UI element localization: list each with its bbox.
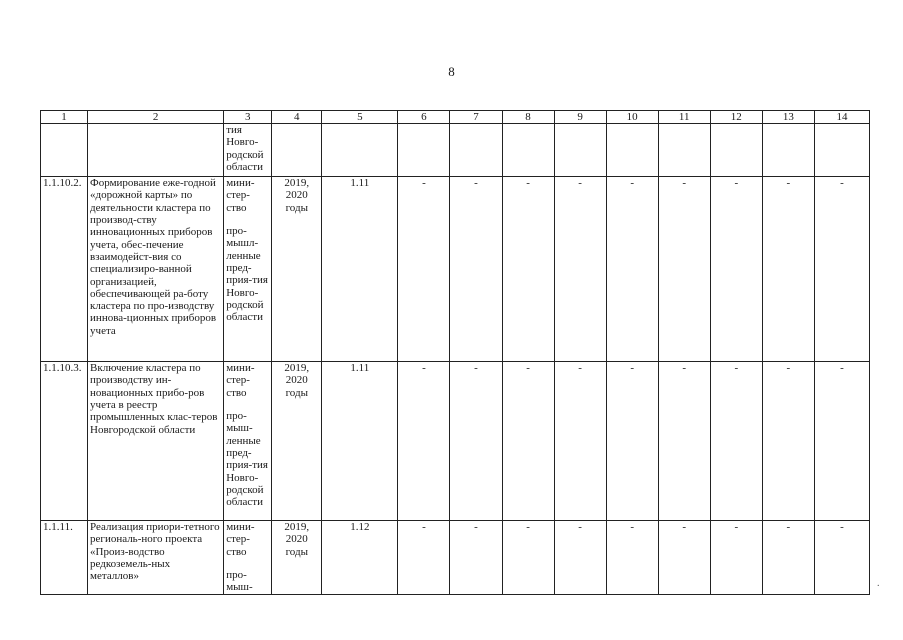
executor-secondary: про-мыш- [226, 568, 253, 594]
activity-number: 1.1.10.2. [41, 177, 88, 362]
years-cell: 2019, 2020 годы [272, 177, 322, 362]
column-header: 1 [41, 111, 88, 124]
executor-line: родской [226, 148, 264, 161]
cell-empty [322, 124, 398, 177]
value-cell: - [814, 521, 869, 595]
page-number: 8 [448, 64, 455, 79]
indicator-cell: 1.11 [322, 177, 398, 362]
executor-cell [224, 521, 272, 595]
value-cell: - [554, 177, 606, 362]
value-cell: - [398, 521, 450, 595]
header-row [41, 111, 870, 124]
value-cell: - [554, 362, 606, 521]
column-header: 2 [88, 111, 224, 124]
value-cell: - [658, 177, 710, 362]
cell-empty [398, 124, 450, 177]
cell-empty [814, 124, 869, 177]
cell-empty [606, 124, 658, 177]
column-header: 5 [322, 111, 398, 124]
cell-empty [41, 124, 88, 177]
cell-empty [272, 124, 322, 177]
years-cell: 2019, 2020 годы [272, 362, 322, 521]
executor-continuation-cell [224, 124, 272, 177]
value-cell: - [762, 362, 814, 521]
value-cell: - [606, 177, 658, 362]
executor-line: тия [226, 124, 242, 136]
activity-plan-table [40, 110, 870, 595]
value-cell: - [606, 521, 658, 595]
executor-cell [224, 177, 272, 362]
column-header: 10 [606, 111, 658, 124]
executor-line: области [226, 160, 263, 173]
value-cell: - [710, 177, 762, 362]
column-header: 14 [814, 111, 869, 124]
executor-primary: мини-стер-ство [226, 177, 255, 214]
value-cell: - [710, 362, 762, 521]
indicator-cell: 1.12 [322, 521, 398, 595]
value-cell: - [658, 521, 710, 595]
column-header: 4 [272, 111, 322, 124]
executor-line: Новго- [226, 136, 259, 149]
years-cell: 2019, 2020 годы [272, 521, 322, 595]
cell-empty [450, 124, 502, 177]
activity-name: Включение кластера по производству ин-новационных прибо-ров учета в реестр промышленных клас-теров Новгородской области [88, 362, 224, 521]
value-cell: - [502, 521, 554, 595]
value-cell: - [762, 521, 814, 595]
column-header: 8 [502, 111, 554, 124]
column-header: 13 [762, 111, 814, 124]
value-cell: - [814, 362, 869, 521]
column-header: 3 [224, 111, 272, 124]
cell-empty [88, 124, 224, 177]
value-cell: - [502, 362, 554, 521]
table-row [41, 362, 870, 521]
value-cell: - [450, 362, 502, 521]
activity-name: Реализация приори-тетного региональ-ного проекта «Произ-водство редкоземель-ных металлов» [88, 521, 224, 595]
executor-secondary: про-мыш-ленные пред-прия-тия Новго-родской области [226, 409, 268, 509]
column-header: 12 [710, 111, 762, 124]
value-cell: - [450, 177, 502, 362]
executor-primary: мини-стер-ство [226, 362, 255, 399]
indicator-cell: 1.11 [322, 362, 398, 521]
column-header: 9 [554, 111, 606, 124]
activity-number: 1.1.11. [41, 521, 88, 595]
executor-cell [224, 362, 272, 521]
table-row [41, 521, 870, 595]
value-cell: - [762, 177, 814, 362]
cell-empty [658, 124, 710, 177]
cell-empty [710, 124, 762, 177]
value-cell: - [502, 177, 554, 362]
value-cell: - [658, 362, 710, 521]
value-cell: - [814, 177, 869, 362]
column-header: 6 [398, 111, 450, 124]
value-cell: - [398, 177, 450, 362]
activity-number: 1.1.10.3. [41, 362, 88, 521]
executor-secondary: про-мышл-ленные пред-прия-тия Новго-родской области [226, 224, 268, 324]
column-header: 7 [450, 111, 502, 124]
value-cell: - [710, 521, 762, 595]
value-cell: - [450, 521, 502, 595]
table-row [41, 177, 870, 362]
cell-empty [554, 124, 606, 177]
executor-primary: мини-стер-ство [226, 521, 255, 558]
activity-name: Формирование еже-годной «дорожной карты» по деятельности кластера по производ-ству инновационных приборов учета, обес-печение взаимодейст-вия со специализиро-ванной организацией, обеспечивающей ра-боту кластера по про-изводству иннова-ционных приборов учета [88, 177, 224, 362]
value-cell: - [398, 362, 450, 521]
value-cell: - [606, 362, 658, 521]
continuation-row [41, 124, 870, 177]
cell-empty [762, 124, 814, 177]
scan-mark: . [877, 578, 880, 589]
cell-empty [502, 124, 554, 177]
column-header: 11 [658, 111, 710, 124]
value-cell: - [554, 521, 606, 595]
